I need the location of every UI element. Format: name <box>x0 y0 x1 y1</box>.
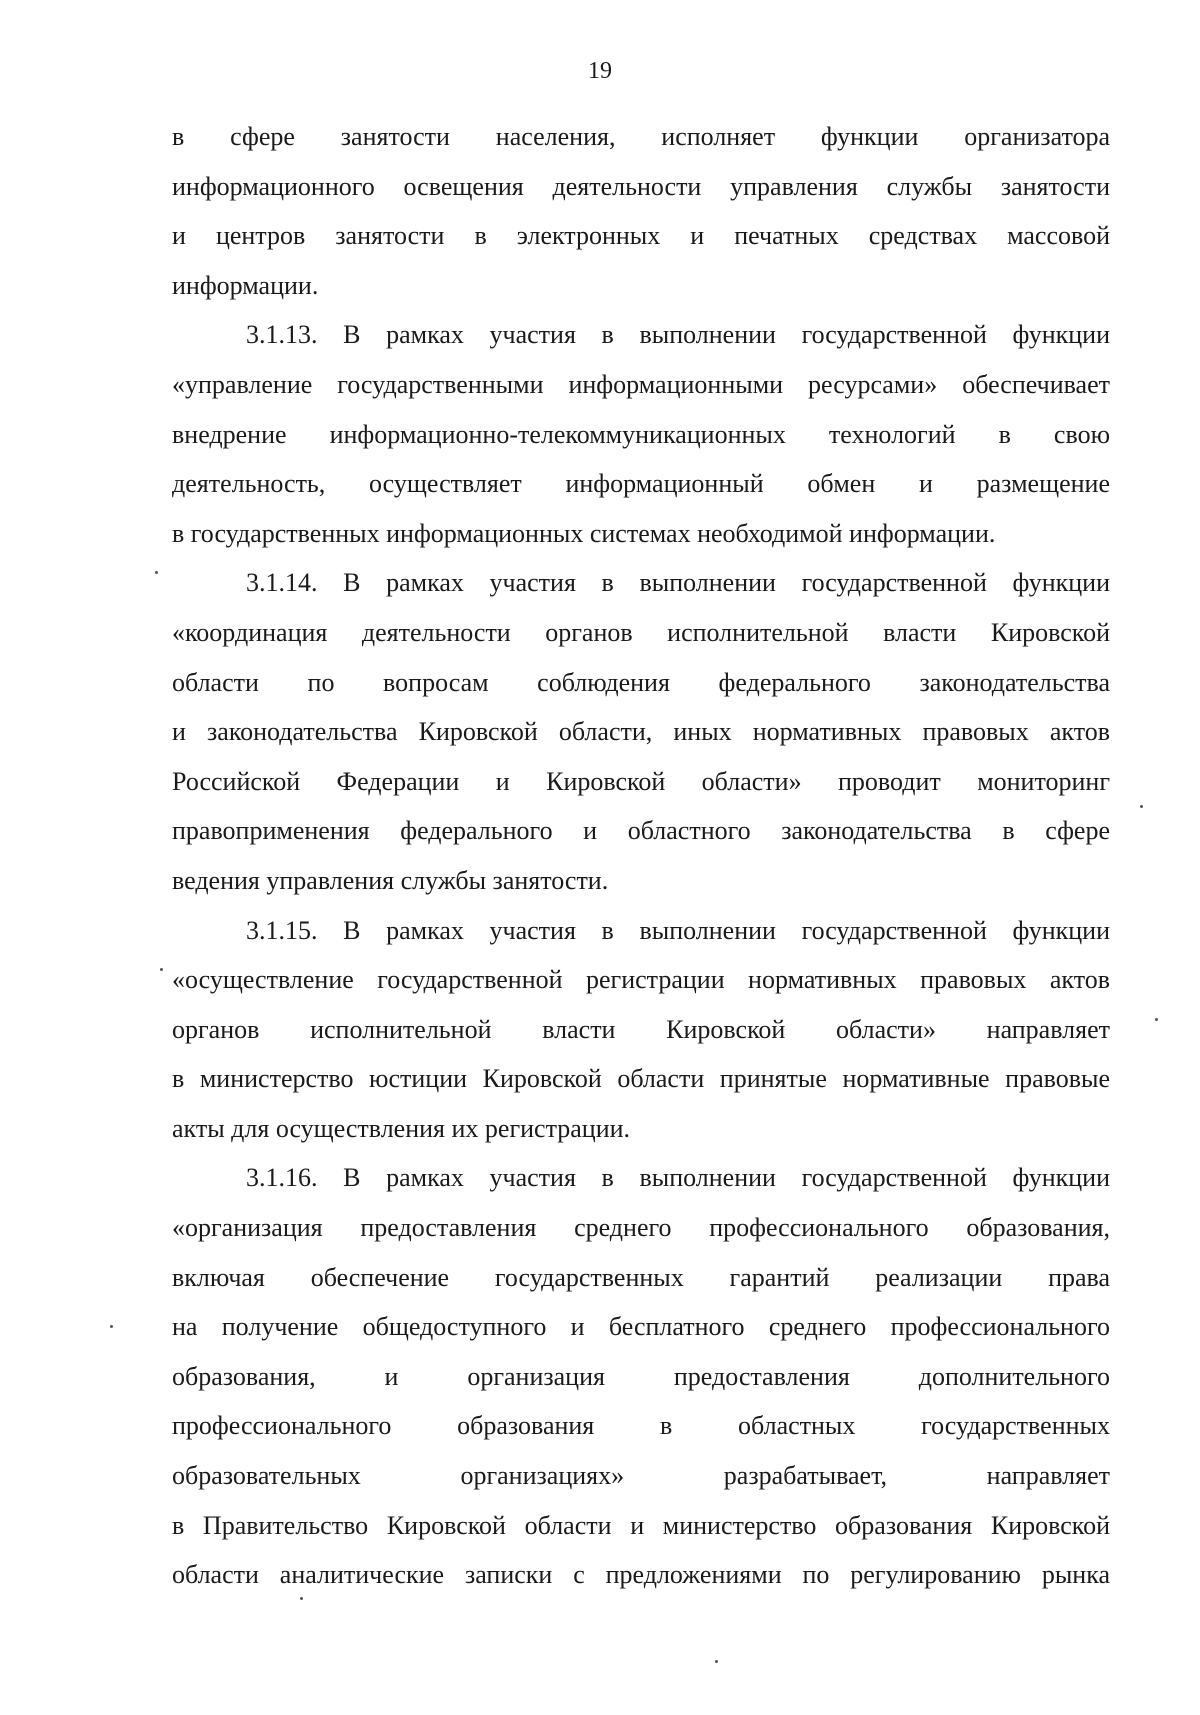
scan-speck <box>160 968 163 971</box>
text-line: 3.1.13. В рамках участия в выполнении государственной функции <box>246 320 1110 350</box>
paragraph-3-1-14 <box>172 558 1110 905</box>
scan-speck <box>155 571 158 574</box>
text-line: информации. <box>172 270 319 300</box>
text-line: 3.1.16. В рамках участия в выполнении государственной функции <box>246 1163 1110 1193</box>
page-number: 19 <box>588 58 612 84</box>
text-line: образовательных организациях» разрабатывает, направляет <box>172 1461 1110 1491</box>
text-line: «управление государственными информационными ресурсами» обеспечивает <box>172 369 1110 399</box>
text-line: акты для осуществления их регистрации. <box>172 1113 631 1143</box>
paragraph-3-1-13 <box>172 310 1110 558</box>
text-line: «осуществление государственной регистрации нормативных правовых актов <box>172 965 1110 995</box>
text-line: «координация деятельности органов исполнительной власти Кировской <box>172 617 1110 647</box>
scan-speck <box>300 1597 303 1600</box>
text-line: включая обеспечение государственных гарантий реализации права <box>172 1262 1110 1292</box>
text-line: области аналитические записки с предложениями по регулированию рынка <box>172 1560 1110 1590</box>
text-line: в министерство юстиции Кировской области принятые нормативные правовые <box>172 1064 1110 1094</box>
text-line: Российской Федерации и Кировской области» проводит мониторинг <box>172 766 1110 796</box>
text-line: профессионального образования в областных государственных <box>172 1411 1110 1441</box>
text-line: 3.1.14. В рамках участия в выполнении государственной функции <box>246 568 1110 598</box>
text-line: в Правительство Кировской области и министерство образования Кировской <box>172 1510 1110 1540</box>
text-line: правоприменения федерального и областного законодательства в сфере <box>172 816 1110 846</box>
text-line: информационного освещения деятельности управления службы занятости <box>172 171 1110 201</box>
scan-speck <box>1155 1018 1158 1021</box>
scan-speck <box>110 1325 113 1328</box>
text-line: органов исполнительной власти Кировской области» направляет <box>172 1014 1110 1044</box>
text-line: «организация предоставления среднего профессионального образования, <box>172 1213 1110 1243</box>
text-line: в государственных информационных системах необходимой информации. <box>172 518 996 548</box>
text-line: в сфере занятости населения, исполняет функции организатора <box>172 122 1110 151</box>
scan-speck <box>1140 805 1143 808</box>
text-line: области по вопросам соблюдения федерального законодательства <box>172 667 1110 697</box>
text-line: ведения управления службы занятости. <box>172 865 609 895</box>
text-line: и центров занятости в электронных и печатных средствах массовой <box>172 221 1110 251</box>
text-line: и законодательства Кировской области, иных нормативных правовых актов <box>172 717 1110 747</box>
text-line: внедрение информационно-телекоммуникационных технологий в свою <box>172 419 1110 449</box>
body-text <box>172 112 1110 1600</box>
text-line: образования, и организация предоставления дополнительного <box>172 1361 1110 1391</box>
text-line: 3.1.15. В рамках участия в выполнении государственной функции <box>246 915 1110 945</box>
paragraph-3-1-16 <box>172 1153 1110 1599</box>
paragraph-3-1-15 <box>172 906 1110 1154</box>
scan-speck <box>715 1660 718 1663</box>
paragraph-continuation <box>172 112 1110 310</box>
text-line: деятельность, осуществляет информационный обмен и размещение <box>172 469 1110 499</box>
text-line: на получение общедоступного и бесплатного среднего профессионального <box>172 1312 1110 1342</box>
